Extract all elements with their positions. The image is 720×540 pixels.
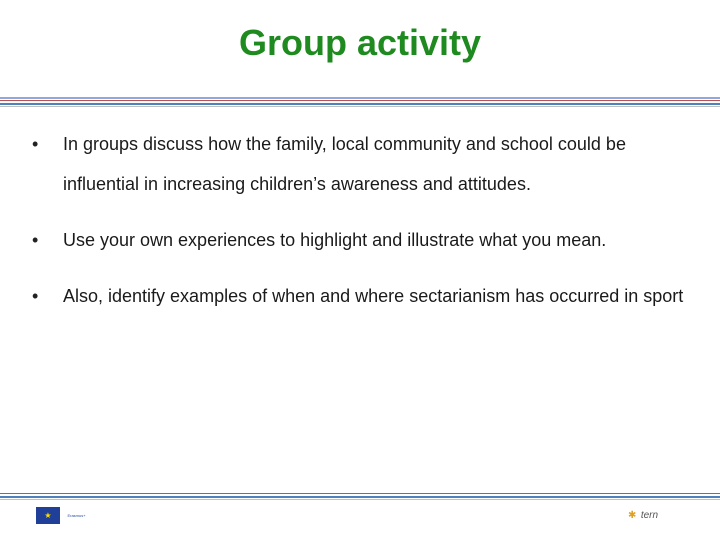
tern-logo-text: tern: [640, 510, 659, 521]
star-icon: ✱: [628, 510, 637, 521]
header-rule-blue: [0, 97, 720, 99]
bullet-item: [30, 124, 700, 204]
erasmus-logo: [36, 507, 97, 525]
bullet-icon: •: [32, 230, 39, 250]
bullet-list: [30, 124, 700, 332]
bullet-icon: •: [32, 134, 39, 154]
bullet-item: [30, 276, 700, 316]
footer-rule-grey: [0, 499, 720, 500]
erasmus-logo-text: Erasmus+: [67, 513, 86, 519]
bullet-text: Use your own experiences to highlight and illustrate what you mean.: [63, 230, 607, 250]
footer-rule-blue: [0, 496, 720, 498]
slide-title: Group activity: [238, 22, 482, 63]
bullet-text: Also, identify examples of when and where sectarianism has occurred in sport: [63, 286, 684, 306]
tern-logo: [628, 505, 658, 523]
footer-rule-red: [0, 493, 720, 494]
bullet-text: In groups discuss how the family, local community and school could be influential in increasing children’s awareness and attitudes.: [63, 134, 626, 194]
header-rule-blue-2: [0, 103, 720, 105]
header-rule-grey: [0, 106, 720, 107]
eu-flag-icon: ★: [36, 507, 60, 524]
header-rule-red: [0, 100, 720, 101]
bullet-item: [30, 220, 700, 260]
bullet-icon: •: [32, 286, 39, 306]
